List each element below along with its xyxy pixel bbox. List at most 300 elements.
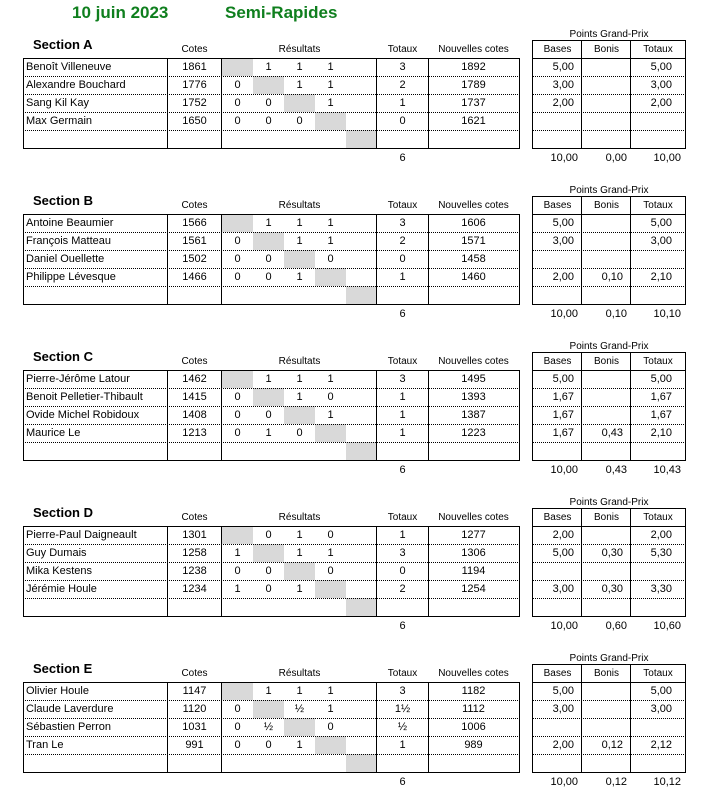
table-row [0,526,720,544]
new-cote: 1112 [462,703,485,715]
row-divider [23,130,520,131]
result-cell [315,424,346,442]
section-title: Section E [33,661,93,676]
new-cote: 1621 [461,115,486,127]
bonis-header: Bonis [593,512,619,523]
nouvelles-cotes-header: Nouvelles cotes [438,356,509,367]
new-cote: 1393 [461,391,486,403]
totaux-header: Totaux [387,200,418,211]
gp-total: 5,00 [650,373,672,385]
gp-bases: 2,00 [552,529,574,541]
gp-total [631,718,676,736]
cotes-header: Cotes [181,668,208,679]
table-row [0,718,720,736]
player-total: 2 [399,583,406,595]
result-cell: 1 [265,685,272,697]
player-cote: 1561 [182,235,207,247]
player-total: 3 [399,685,406,697]
gp-bonis [582,214,627,232]
gp-bases: 3,00 [552,703,574,715]
new-cote: 1460 [461,271,486,283]
player-name: Philippe Lévesque [26,271,116,283]
result-cell: 1 [234,583,241,595]
table-line [532,304,686,305]
table-row [0,700,720,718]
result-cell: 1 [327,373,334,385]
player-total: 3 [399,217,406,229]
gp-bases [533,562,578,580]
gp-title: Points Grand-Prix [569,185,649,196]
cotes-header: Cotes [181,356,208,367]
result-cell: 1 [296,235,303,247]
player-total: 1 [399,271,406,283]
result-cell: 0 [234,253,241,265]
bases-header: Bases [543,356,572,367]
section-3 [0,496,720,652]
result-cell: 0 [296,115,303,127]
gp-bonis [582,94,627,112]
gp-total: 2,00 [650,97,672,109]
table-line [532,460,686,461]
result-cell [253,544,284,562]
player-cote: 1238 [182,565,207,577]
gp-total: 1,67 [650,391,672,403]
sum-bonis: 0,12 [605,776,627,788]
table-line [23,772,520,773]
sum-bonis: 0,60 [605,620,627,632]
result-cell [315,112,346,130]
player-total: ½ [397,721,408,733]
gp-bonis: 0,10 [601,271,623,283]
table-line [23,148,520,149]
new-cote: 1277 [461,529,486,541]
gp-total [631,562,676,580]
sum-total: 6 [399,464,406,476]
player-name: François Matteau [26,235,111,247]
gp-bonis [582,58,627,76]
sum-gp: 10,10 [653,308,681,320]
gp-bonis [582,682,627,700]
bonis-header: Bonis [593,200,619,211]
section-0 [0,28,720,184]
gp-bonis: 0,30 [601,583,623,595]
totaux-header: Totaux [387,44,418,55]
gp-bases: 2,00 [552,739,574,751]
player-name: Max Germain [26,115,93,127]
grey-cell [346,442,377,460]
new-cote: 1458 [461,253,486,265]
table-row [0,268,720,286]
sum-total: 6 [399,620,406,632]
new-cote: 1387 [461,409,486,421]
new-cote: 1495 [461,373,486,385]
result-cell [222,682,253,700]
sum-bases: 10,00 [550,620,578,632]
gp-bonis: 0,12 [601,739,623,751]
result-cell: 0 [265,253,272,265]
result-cell [253,232,284,250]
player-total: 1 [399,391,406,403]
player-name: Benoit Pelletier-Thibault [26,391,143,403]
gp-bases: 3,00 [552,583,574,595]
row-divider [23,286,520,287]
result-cell [284,718,315,736]
sum-gp: 10,43 [653,464,681,476]
gp-bonis [582,526,627,544]
result-cell: 0 [234,271,241,283]
grey-cell [346,598,377,616]
table-line [23,304,520,305]
table-row [0,232,720,250]
result-cell: 0 [234,427,241,439]
gp-total: 5,00 [650,217,672,229]
bases-header: Bases [543,668,572,679]
gp-row-divider [532,754,686,755]
tournament-date: 10 juin 2023 [72,3,169,22]
result-cell: 0 [265,739,272,751]
gp-total: 2,12 [650,739,672,751]
result-cell: 1 [327,235,334,247]
gp-bases: 5,00 [552,373,574,385]
result-cell: 0 [327,253,334,265]
gp-total: 3,00 [650,703,672,715]
result-cell [315,268,346,286]
gp-bases: 3,00 [552,235,574,247]
result-cell: 1 [265,217,272,229]
row-divider [23,442,520,443]
player-cote: 1408 [182,409,207,421]
result-cell: 0 [327,391,334,403]
table-row [0,406,720,424]
gp-row-divider [532,442,686,443]
result-cell: 1 [296,529,303,541]
result-cell: ½ [294,703,305,715]
new-cote: 1006 [461,721,486,733]
result-cell: 1 [327,61,334,73]
gp-bases: 5,00 [552,61,574,73]
gp-bonis [582,112,627,130]
gp-totaux-header: Totaux [643,512,673,523]
result-cell: 1 [296,61,303,73]
new-cote: 1182 [461,685,486,697]
gp-title: Points Grand-Prix [569,653,649,664]
result-cell: 1 [296,547,303,559]
gp-bonis [582,388,627,406]
resultats-header: Résultats [278,668,321,679]
player-total: 3 [399,547,406,559]
player-name: Sang Kil Kay [26,97,89,109]
result-cell: 0 [265,115,272,127]
sum-total: 6 [399,152,406,164]
player-total: 1 [399,529,406,541]
gp-total: 1,67 [650,409,672,421]
player-cote: 1147 [182,685,207,697]
result-cell [315,580,346,598]
player-cote: 1650 [182,115,207,127]
bonis-header: Bonis [593,356,619,367]
player-name: Pierre-Paul Daigneault [26,529,137,541]
section-1 [0,184,720,340]
sum-bonis: 0,00 [605,152,627,164]
player-name: Sébastien Perron [26,721,111,733]
player-total: 2 [399,79,406,91]
result-cell [222,526,253,544]
player-total: 0 [399,565,406,577]
table-row [0,250,720,268]
result-cell: 1 [296,583,303,595]
gp-bonis [582,562,627,580]
player-total: 2 [399,235,406,247]
gp-bases [533,112,578,130]
totaux-header: Totaux [387,512,418,523]
gp-bonis: 0,43 [601,427,623,439]
result-cell: 0 [265,409,272,421]
totaux-header: Totaux [387,668,418,679]
bonis-header: Bonis [593,668,619,679]
player-cote: 1415 [182,391,207,403]
gp-bonis [582,76,627,94]
player-name: Pierre-Jérôme Latour [26,373,130,385]
player-name: Jérémie Houle [26,583,97,595]
player-name: Olivier Houle [26,685,89,697]
result-cell: 1 [327,703,334,715]
gp-bonis [582,700,627,718]
section-title: Section C [33,349,93,364]
gp-title: Points Grand-Prix [569,341,649,352]
result-cell: 0 [234,391,241,403]
table-row [0,112,720,130]
gp-bonis [582,718,627,736]
gp-bases [533,250,578,268]
gp-total [631,112,676,130]
gp-totaux-header: Totaux [643,356,673,367]
gp-bases: 1,67 [552,427,574,439]
player-cote: 1213 [182,427,207,439]
nouvelles-cotes-header: Nouvelles cotes [438,200,509,211]
player-name: Antoine Beaumier [26,217,114,229]
result-cell: 0 [234,115,241,127]
grey-cell [346,286,377,304]
player-cote: 1861 [182,61,207,73]
table-row [0,682,720,700]
result-cell: 1 [296,685,303,697]
table-line [532,148,686,149]
result-cell [284,250,315,268]
bases-header: Bases [543,512,572,523]
sum-bonis: 0,10 [605,308,627,320]
player-cote: 1301 [182,529,207,541]
player-cote: 1776 [182,79,207,91]
table-line [532,352,686,353]
table-line [532,508,686,509]
table-row [0,94,720,112]
table-row [0,424,720,442]
result-cell: 1 [327,409,334,421]
player-name: Maurice Le [26,427,81,439]
table-line [532,664,686,665]
sum-bases: 10,00 [550,776,578,788]
sum-bases: 10,00 [550,464,578,476]
sum-bonis: 0,43 [605,464,627,476]
result-cell [222,58,253,76]
result-cell: 1 [296,373,303,385]
table-line [532,196,686,197]
resultats-header: Résultats [278,44,321,55]
gp-total: 5,00 [650,61,672,73]
gp-bases: 2,00 [552,271,574,283]
gp-row-divider [532,130,686,131]
gp-title: Points Grand-Prix [569,29,649,40]
result-cell: 0 [234,565,241,577]
sum-total: 6 [399,776,406,788]
result-cell [315,736,346,754]
result-cell: ½ [263,721,274,733]
player-cote: 1466 [182,271,207,283]
table-row [0,562,720,580]
table-row [0,736,720,754]
cotes-header: Cotes [181,200,208,211]
gp-bases: 1,67 [552,409,574,421]
table-row [0,388,720,406]
result-cell: 0 [265,529,272,541]
result-cell: 0 [296,427,303,439]
new-cote: 1223 [461,427,486,439]
player-total: 1 [399,409,406,421]
new-cote: 1892 [461,61,486,73]
player-name: Benoît Villeneuve [26,61,112,73]
player-total: 1 [399,97,406,109]
gp-totaux-header: Totaux [643,44,673,55]
grey-cell [346,130,377,148]
player-name: Ovide Michel Robidoux [26,409,140,421]
resultats-header: Résultats [278,512,321,523]
result-cell [284,406,315,424]
result-cell [253,76,284,94]
table-row [0,370,720,388]
player-total: 0 [399,253,406,265]
result-cell: 0 [234,79,241,91]
result-cell [222,370,253,388]
table-row [0,544,720,562]
table-line [23,460,520,461]
result-cell: 1 [296,271,303,283]
result-cell: 1 [265,373,272,385]
section-title: Section B [33,193,93,208]
gp-title: Points Grand-Prix [569,497,649,508]
result-cell: 1 [296,217,303,229]
result-cell: 0 [265,271,272,283]
gp-bonis [582,406,627,424]
player-name: Mika Kestens [26,565,93,577]
bases-header: Bases [543,200,572,211]
player-name: Claude Laverdure [26,703,114,715]
table-line [532,40,686,41]
section-title: Section D [33,505,93,520]
gp-totaux-header: Totaux [643,200,673,211]
gp-total [631,250,676,268]
table-row [0,214,720,232]
player-cote: 1752 [182,97,207,109]
result-cell: 1 [327,685,334,697]
new-cote: 1606 [461,217,486,229]
gp-bonis [582,250,627,268]
player-name: Guy Dumais [26,547,87,559]
result-cell: 1 [296,739,303,751]
player-total: 1 [399,739,406,751]
result-cell: 1 [327,547,334,559]
player-cote: 1258 [182,547,207,559]
gp-bases: 3,00 [552,79,574,91]
player-cote: 1120 [182,703,207,715]
gp-total: 5,00 [650,685,672,697]
gp-bases [533,718,578,736]
bases-header: Bases [543,44,572,55]
section-title: Section A [33,37,93,52]
result-cell: 0 [234,235,241,247]
result-cell: 1 [327,217,334,229]
player-total: 1½ [394,703,411,715]
resultats-header: Résultats [278,200,321,211]
result-cell: 1 [234,547,241,559]
gp-total: 2,00 [650,529,672,541]
result-cell [284,94,315,112]
player-name: Daniel Ouellette [26,253,105,265]
gp-bases: 5,00 [552,685,574,697]
result-cell: 1 [265,427,272,439]
gp-row-divider [532,598,686,599]
table-row [0,580,720,598]
result-cell: 0 [234,409,241,421]
grey-cell [346,754,377,772]
player-cote: 1502 [182,253,207,265]
cotes-header: Cotes [181,512,208,523]
gp-total: 3,30 [650,583,672,595]
gp-bases: 5,00 [552,547,574,559]
result-cell: 1 [296,391,303,403]
table-line [532,772,686,773]
gp-bases: 2,00 [552,97,574,109]
new-cote: 1306 [461,547,486,559]
gp-bases: 1,67 [552,391,574,403]
player-name: Alexandre Bouchard [26,79,126,91]
table-row [0,76,720,94]
player-total: 1 [399,427,406,439]
player-total: 3 [399,61,406,73]
section-2 [0,340,720,496]
new-cote: 989 [464,739,483,751]
gp-total: 5,30 [650,547,672,559]
gp-row-divider [532,286,686,287]
player-cote: 1566 [182,217,207,229]
bonis-header: Bonis [593,44,619,55]
new-cote: 1789 [461,79,486,91]
resultats-header: Résultats [278,356,321,367]
nouvelles-cotes-header: Nouvelles cotes [438,512,509,523]
result-cell: 0 [265,583,272,595]
new-cote: 1571 [461,235,486,247]
sum-bases: 10,00 [550,308,578,320]
player-cote: 1031 [182,721,207,733]
gp-bonis: 0,30 [601,547,623,559]
result-cell [222,214,253,232]
result-cell: 1 [327,79,334,91]
player-cote: 1234 [182,583,207,595]
gp-bonis [582,370,627,388]
row-divider [23,754,520,755]
tournament-type: Semi-Rapides [225,3,338,22]
nouvelles-cotes-header: Nouvelles cotes [438,44,509,55]
gp-total: 3,00 [650,235,672,247]
